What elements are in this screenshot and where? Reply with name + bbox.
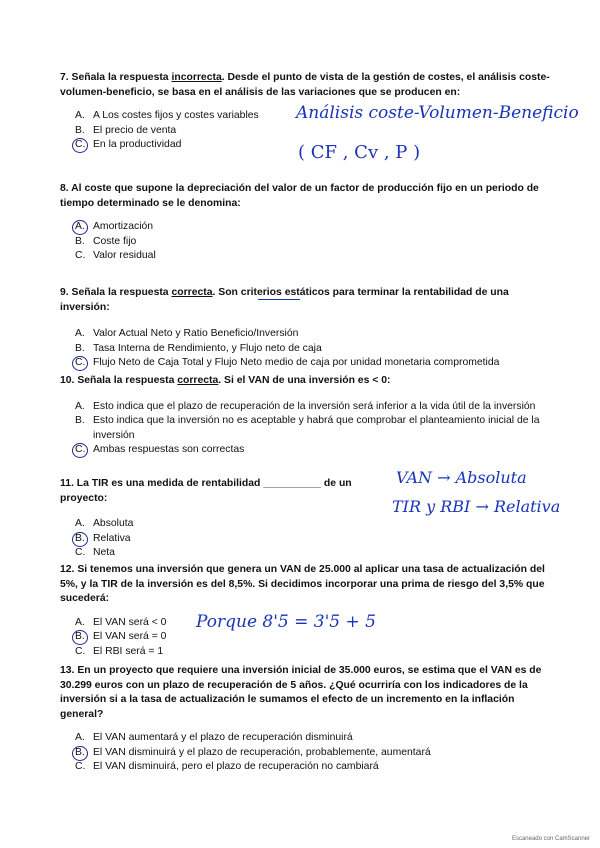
question-10 (60, 374, 550, 458)
option-10a: A. Esto indica que el plazo de recuperación de la inversión será inferior a la vida útil de la inversión (75, 400, 536, 412)
question-10-text: 10. Señala la respuesta correcta. Si el VAN de una inversión es < 0: (60, 375, 391, 386)
handwritten-note-van: VAN → Absoluta (396, 468, 527, 487)
question-13-text: 13. En un proyecto que requiere una inversión inicial de 35.000 euros, se estima que el VAN es de 30.299 euros con un plazo de recuperación de 5 años. ¿Qué ocurriría con los indicadores de la inversión si a la tasa de actualización le sumamos el efecto de un incremento en la inflación general? (60, 665, 542, 720)
option-7a: A. A Los costes fijos y costes variables (75, 110, 259, 121)
question-9-text: 9. Señala la respuesta correcta. Son criterios estáticos para terminar la rentabilidad de una inversión: (60, 287, 509, 313)
option-13c: C. El VAN disminuirá, pero el plazo de recuperación no cambiará (75, 761, 379, 773)
question-8 (60, 182, 550, 264)
handwritten-note-porque: Porque 8'5 = 3'5 + 5 (196, 612, 376, 632)
handwritten-note-tir: TIR y RBI → Relativa (392, 497, 561, 516)
option-11c: C. Neta (75, 547, 115, 559)
question-11-text: 11. La TIR es una medida de rentabilidad __________ de un proyecto: (60, 478, 352, 504)
option-9c: C. Flujo Neto de Caja Total y Flujo Neto medio de caja por unidad monetaria comprometida (60, 356, 550, 371)
question-9 (60, 286, 550, 371)
option-11a: A. Absoluta (75, 518, 134, 529)
option-8b: B. Coste fijo (75, 235, 137, 247)
handwritten-note-cf-cv-p: ( CF , Cv , P ) (298, 142, 421, 163)
option-9a: A. Valor Actual Neto y Ratio Beneficio/Inversión (75, 328, 299, 339)
question-7-text: 7. Señala la respuesta incorrecta. Desde el punto de vista de la gestión de costes, el análisis coste-volumen-beneficio, se basa en el análisis de las variaciones que se producen en: (60, 72, 550, 98)
question-8-text: 8. Al coste que supone la depreciación del valor de un factor de producción fijo en un periodo de tiempo determinado se le denomina: (60, 183, 539, 209)
handwritten-underline (258, 299, 300, 300)
option-10b: B. Esto indica que la inversión no es aceptable y habrá que comprobar el planteamiento inicial de la inversión (75, 415, 540, 441)
option-9b: B. Tasa Interna de Rendimiento, y Flujo neto de caja (75, 342, 322, 354)
handwritten-note-cvb: Análisis coste-Volumen-Beneficio (296, 103, 579, 123)
option-12c: C. El RBI será = 1 (75, 645, 164, 657)
option-13b: B. El VAN disminuirá y el plazo de recuperación, probablemente, aumentará (60, 746, 550, 761)
option-12a: A. El VAN será < 0 (75, 616, 167, 628)
question-11 (60, 477, 380, 561)
option-7b: B. El precio de venta (75, 124, 177, 136)
scanner-watermark: Escaneado con CamScanner (511, 836, 590, 842)
option-8a: A. Amortización (60, 220, 550, 235)
option-12b: B. El VAN será = 0 (60, 630, 550, 645)
question-12-text: 12. Si tenemos una inversión que genera un VAN de 25.000 al aplicar una tasa de actualización del 5%, y la TIR de la inversión es del 8,5%. Si decidimos incorporar una prima de riesgo del 3,5% que sucederá: (60, 564, 545, 604)
option-7c: C. En la productividad (60, 138, 550, 153)
option-11b: B. Relativa (60, 532, 380, 547)
question-13 (60, 664, 550, 775)
option-13a: A. El VAN aumentará y el plazo de recuperación disminuirá (75, 732, 353, 743)
option-8c: C. Valor residual (75, 250, 156, 262)
option-10c: C. Ambas respuestas son correctas (60, 443, 550, 458)
